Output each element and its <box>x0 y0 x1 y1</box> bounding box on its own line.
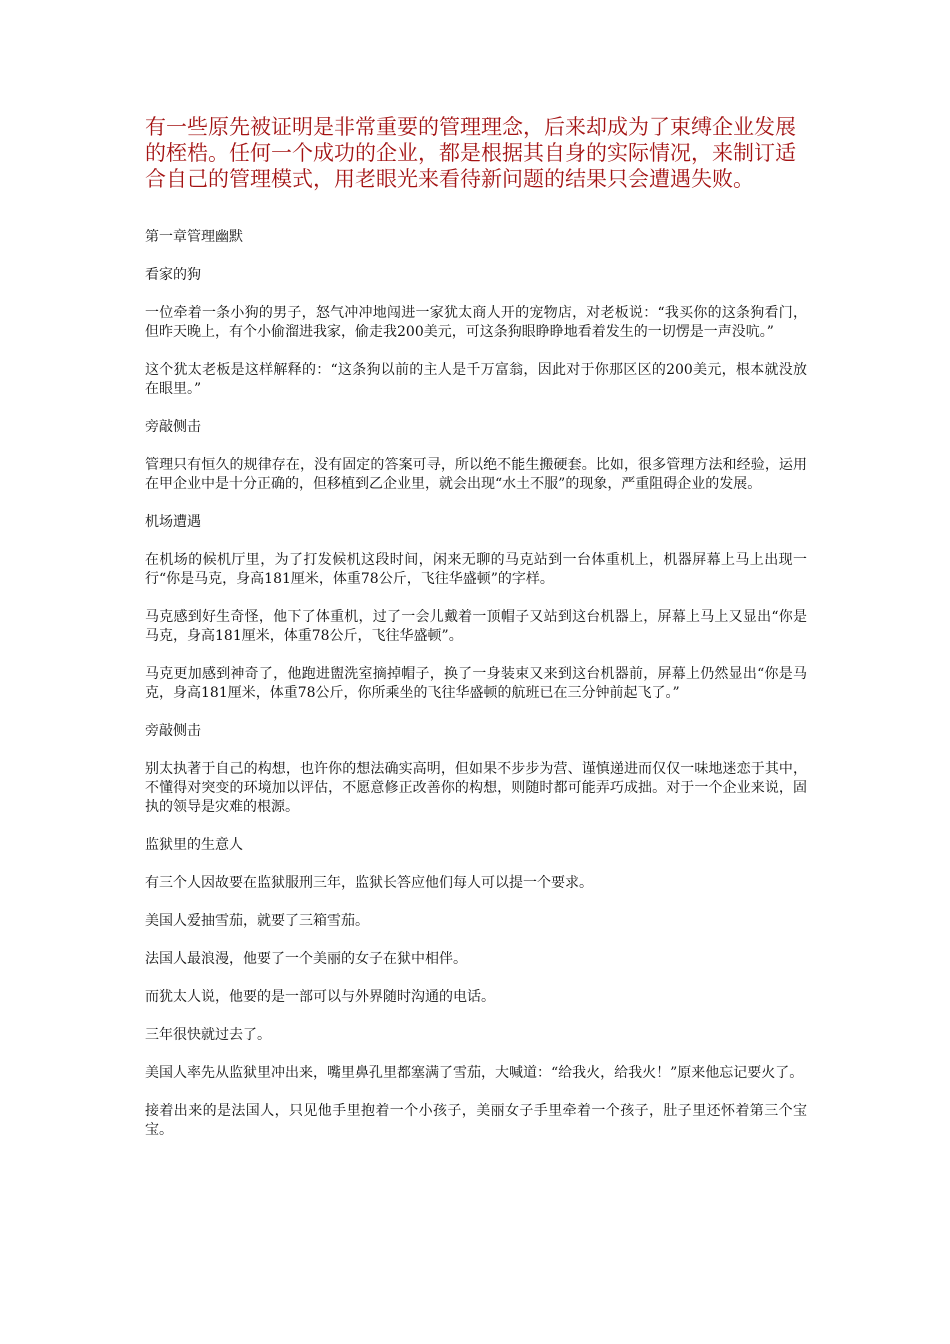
body-paragraph: 而犹太人说，他要的是一部可以与外界随时沟通的电话。 <box>145 989 495 1005</box>
body-paragraph: 一位牵着一条小狗的男子，怒气冲冲地闯进一家犹太商人开的宠物店，对老板说：“我买你的这条狗看门，但昨天晚上，有个小偷溜进我家，偷走我200美元，可这条狗眼睁睁地看着发生的一切愣是一声没吭。” <box>145 305 807 340</box>
section <box>145 722 807 817</box>
section-heading: 旁敲侧击 <box>145 419 201 435</box>
body-paragraph: 管理只有恒久的规律存在，没有固定的答案可寻，所以绝不能生搬硬套。比如，很多管理方法和经验，运用在甲企业中是十分正确的，但移植到乙企业里，就会出现“水土不服”的现象，严重阻碍企业的发展。 <box>145 457 807 492</box>
body-paragraph: 这个犹太老板是这样解释的：“这条狗以前的主人是千万富翁，因此对于你那区区的200美元，根本就没放在眼里。” <box>145 362 807 397</box>
section <box>145 266 807 399</box>
chapter-title: 第一章管理幽默 <box>145 229 243 245</box>
body-paragraph: 三年很快就过去了。 <box>145 1027 271 1043</box>
section <box>145 513 807 703</box>
section-heading: 机场遭遇 <box>145 514 201 530</box>
body-paragraph: 马克感到好生奇怪，他下了体重机，过了一会儿戴着一顶帽子又站到这台机器上，屏幕上马上又显出“你是马克，身高181厘米，体重78公斤，飞往华盛顿”。 <box>145 609 807 644</box>
document-page <box>145 114 807 1159</box>
section <box>145 418 807 494</box>
body-paragraph: 别太执著于自己的构想，也许你的想法确实高明，但如果不步步为营、谨慎递进而仅仅一味地迷恋于其中，不懂得对突变的环境加以评估，不愿意修正改善你的构想，则随时都可能弄巧成拙。对于一个企业来说，固执的领导是灾难的根源。 <box>145 761 807 815</box>
body-paragraph: 在机场的候机厅里，为了打发候机这段时间，闲来无聊的马克站到一台体重机上，机器屏幕上马上出现一行“你是马克，身高181厘米，体重78公斤，飞往华盛顿”的字样。 <box>145 552 807 587</box>
section-heading: 旁敲侧击 <box>145 723 201 739</box>
body-paragraph: 美国人率先从监狱里冲出来，嘴里鼻孔里都塞满了雪茄，大喊道：“给我火，给我火！”原来他忘记要火了。 <box>145 1065 804 1081</box>
body-paragraph: 有三个人因故要在监狱服刑三年，监狱长答应他们每人可以提一个要求。 <box>145 875 593 891</box>
body-paragraph: 马克更加感到神奇了，他跑进盥洗室摘掉帽子，换了一身装束又来到这台机器前，屏幕上仍然显出“你是马克，身高181厘米，体重78公斤，你所乘坐的飞往华盛顿的航班已在三分钟前起飞了。” <box>145 666 807 701</box>
body-paragraph: 接着出来的是法国人，只见他手里抱着一个小孩子，美丽女子手里牵着一个孩子，肚子里还怀着第三个宝宝。 <box>145 1103 807 1138</box>
intro-paragraph: 有一些原先被证明是非常重要的管理理念，后来却成为了束缚企业发展的桎梏。任何一个成功的企业，都是根据其自身的实际情况，来制订适合自己的管理模式，用老眼光来看待新问题的结果只会遭遇失败。 <box>145 115 796 191</box>
section-heading: 看家的狗 <box>145 267 201 283</box>
section <box>145 836 807 1140</box>
section-heading: 监狱里的生意人 <box>145 837 243 853</box>
body-paragraph: 美国人爱抽雪茄，就要了三箱雪茄。 <box>145 913 369 929</box>
body-paragraph: 法国人最浪漫，他要了一个美丽的女子在狱中相伴。 <box>145 951 467 967</box>
